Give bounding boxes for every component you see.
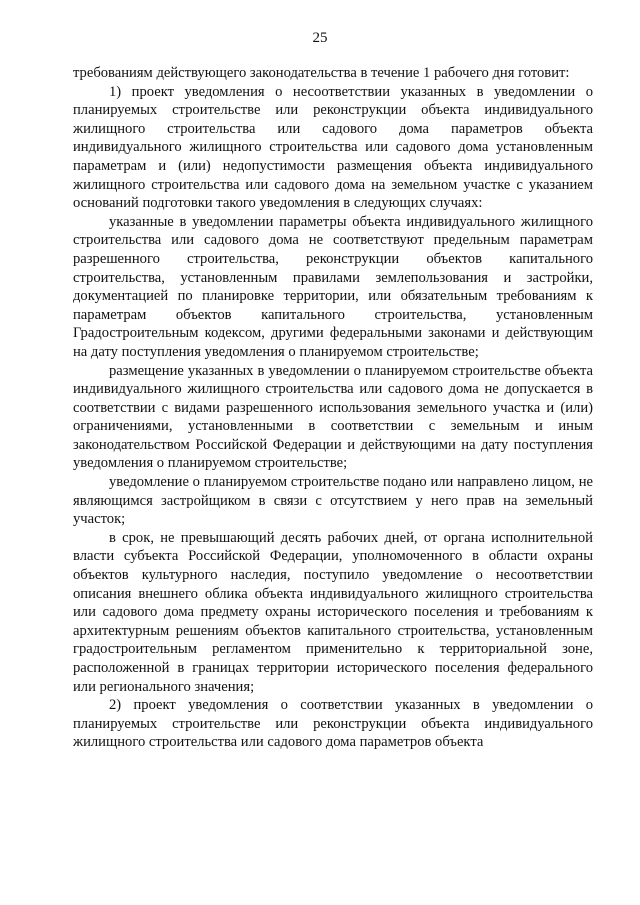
- document-body: [73, 64, 593, 752]
- paragraph-case-heritage: в срок, не превышающий десять рабочих дней, от органа исполнительной власти субъекта Российской Федерации, уполномоченного в области охраны объектов культурного наследия, поступило уведомление о несоответствии описания внешнего облика объекта индивидуального жилищного строительства или садового дома предмету охраны исторического поселения и требованиям к архитектурным решениям объектов капитального строительства, установленным градостроительным регламентом применительно к территориальной зоне, расположенной в границах территории исторического поселения федерального или регионального значения;: [73, 529, 593, 695]
- paragraph-item-1: 1) проект уведомления о несоответствии указанных в уведомлении о планируемых строительстве или реконструкции объекта индивидуального жилищного строительства или садового дома параметров объекта индивидуального жилищного строительства или садового дома установленным параметрам и (или) недопустимости размещения объекта индивидуального жилищного строительства или садового дома на земельном участке с указанием оснований подготовки такого уведомления в следующих случаях:: [73, 83, 593, 212]
- paragraph-intro: требованиям действующего законодательства в течение 1 рабочего дня готовит:: [73, 65, 570, 81]
- paragraph-case-placement: размещение указанных в уведомлении о планируемом строительстве объекта индивидуального жилищного строительства или садового дома не допускается в соответствии с видами разрешенного использования земельного участка и (или) ограничениями, установленными в соответствии с земельным и иным законодательством Российской Федерации и действующими на дату поступления уведомления о планируемом строительстве;: [73, 362, 593, 472]
- paragraph-case-non-developer: уведомление о планируемом строительстве подано или направлено лицом, не являющимся застройщиком в связи с отсутствием у него прав на земельный участок;: [73, 474, 593, 528]
- paragraph-case-parameters: указанные в уведомлении параметры объекта индивидуального жилищного строительства или садового дома не соответствуют предельным параметрам разрешенного строительства, реконструкции объектов капитального строительства, установленным правилами землепользования и застройки, документацией по планировке территории, или обязательным требованиям к параметрам объектов капитального строительства, установленным Градостроительным кодексом, другими федеральными законами и действующим на дату поступления уведомления о планируемом строительстве;: [73, 213, 593, 360]
- page-number: 25: [312, 30, 328, 46]
- paragraph-item-2: 2) проект уведомления о соответствии указанных в уведомлении о планируемых строительстве или реконструкции объекта индивидуального жилищного строительства или садового дома параметров объекта: [73, 697, 593, 751]
